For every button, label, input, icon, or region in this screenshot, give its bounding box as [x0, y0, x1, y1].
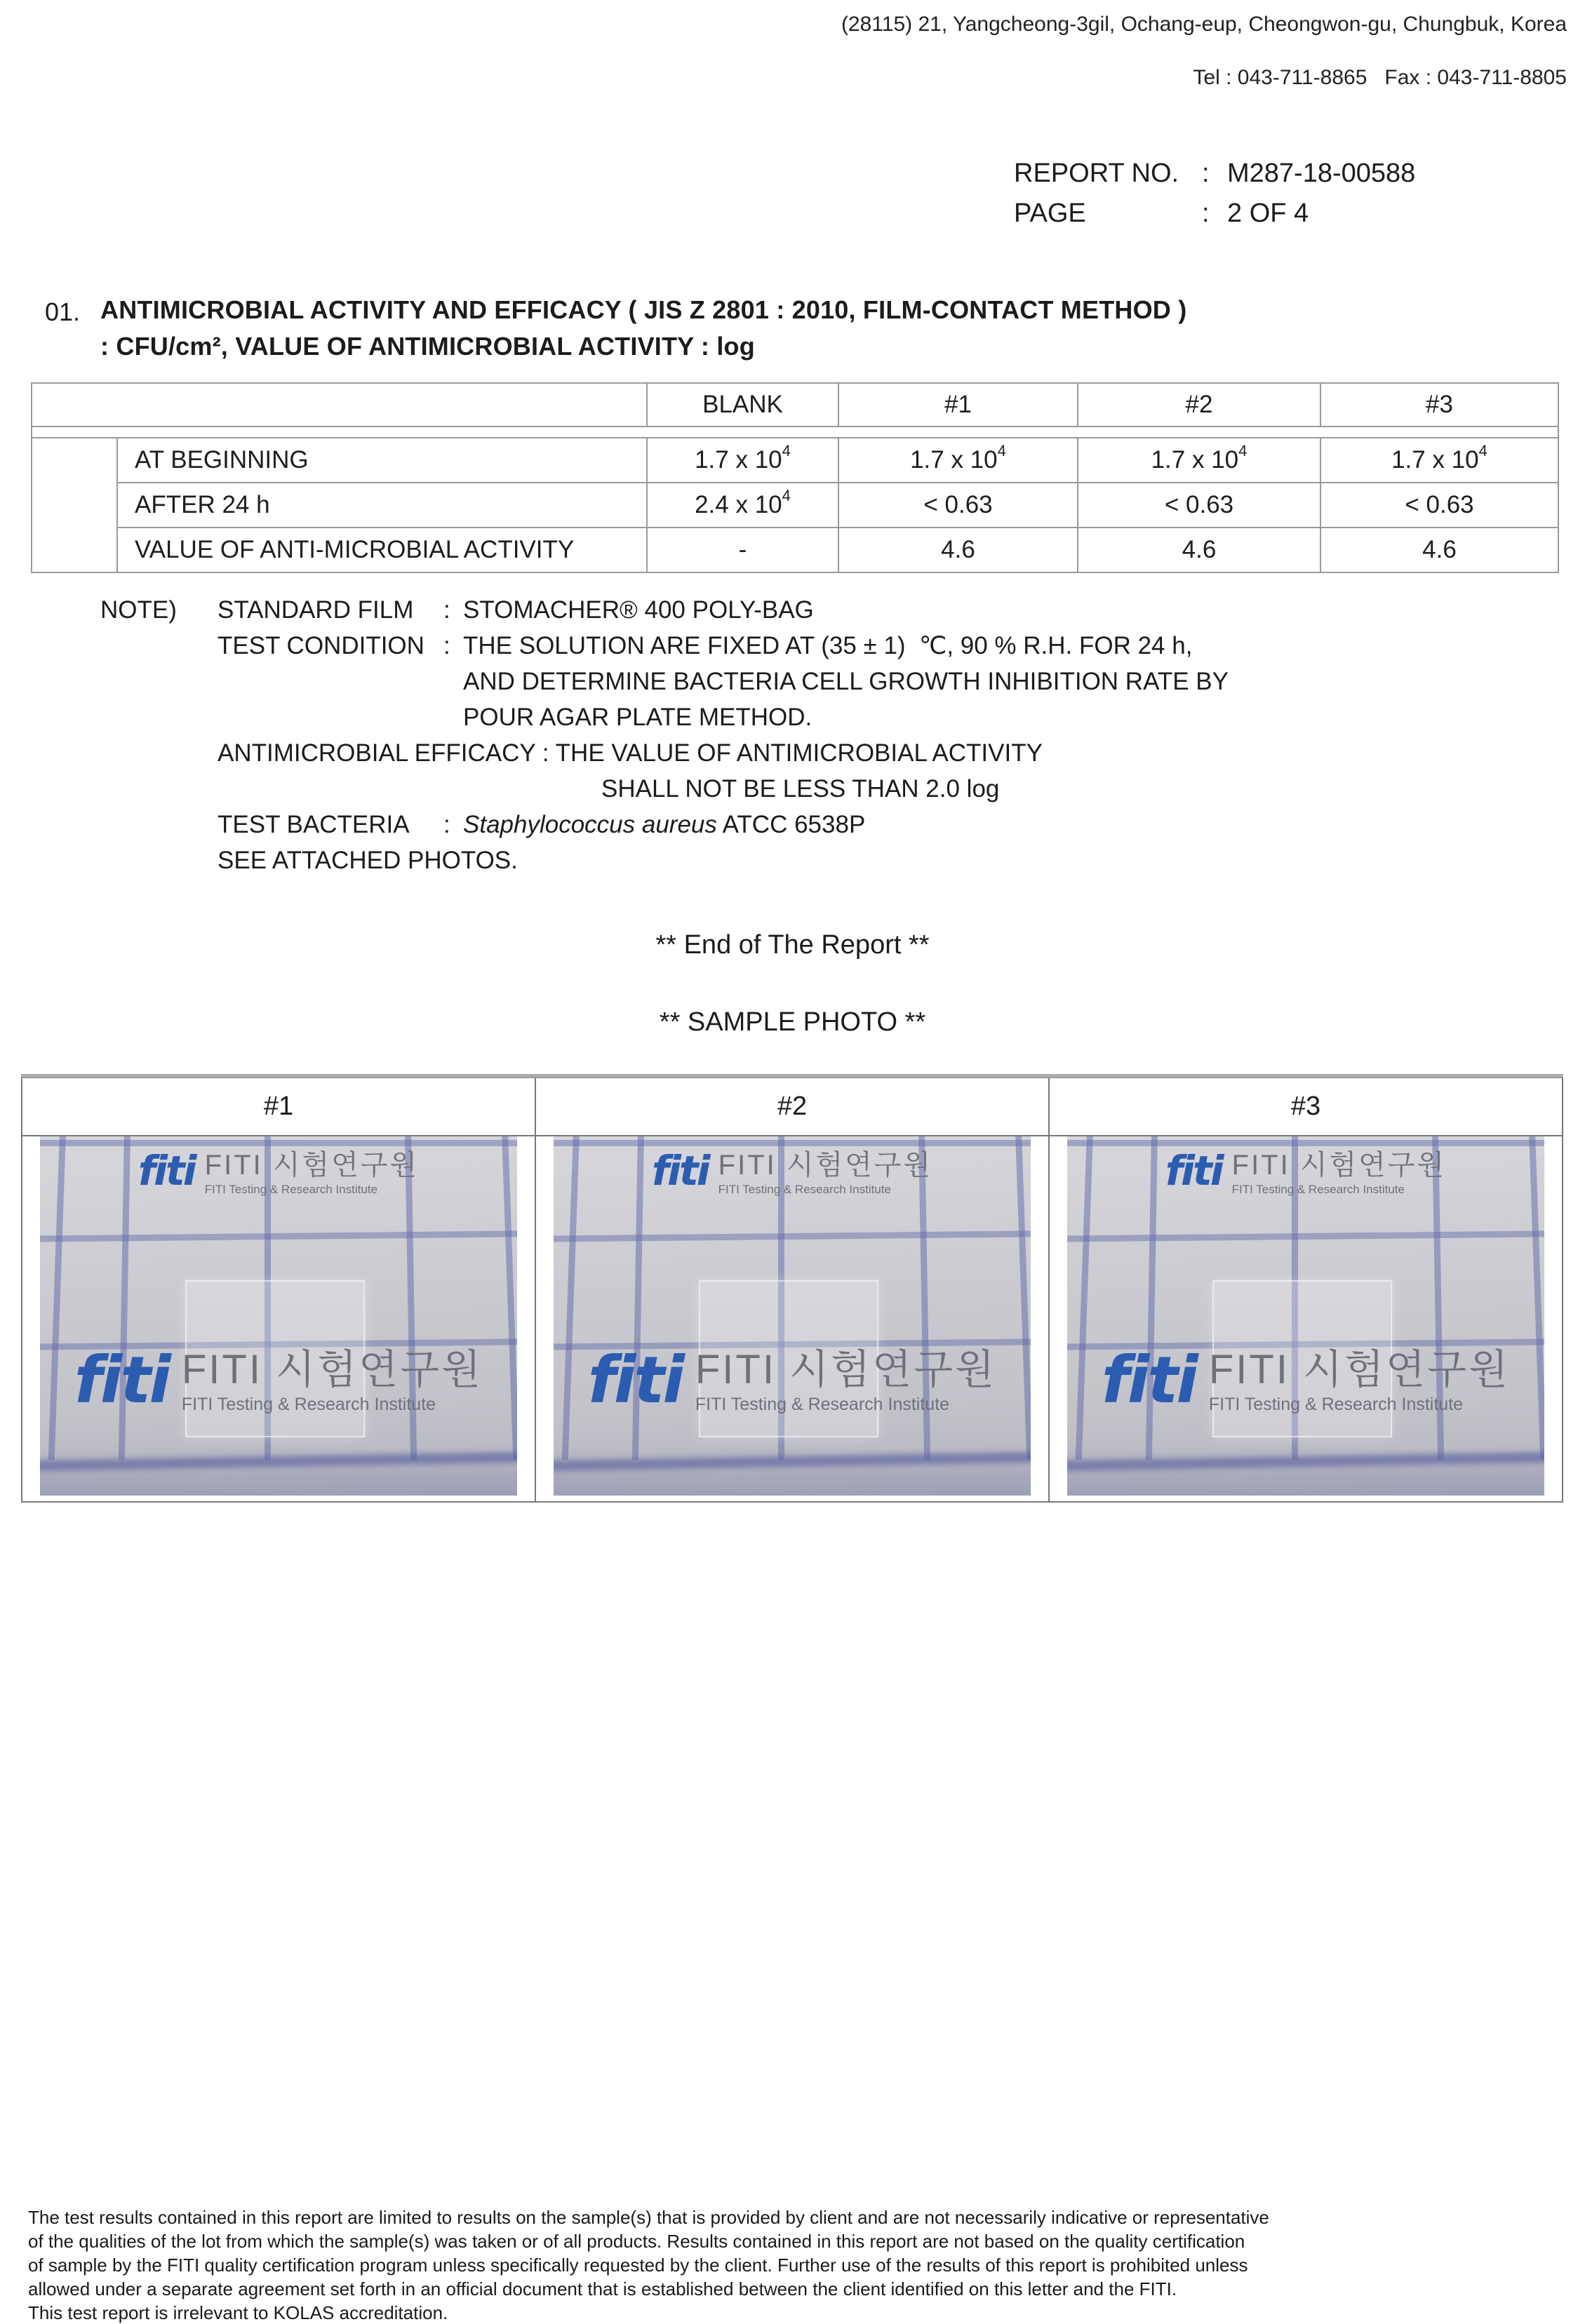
- photo-table-header: [21, 1077, 1563, 1136]
- note-test-condition: TEST CONDITION : THE SOLUTION ARE FIXED AT (35 ± 1) ℃, 90 % R.H. FOR 24 h,: [218, 632, 1193, 659]
- fiti-logo-top: [1165, 1147, 1447, 1196]
- report-no-colon: :: [1202, 159, 1210, 188]
- cell-after24-1: < 0.63: [838, 483, 1078, 528]
- footer-line: This test report is irrelevant to KOLAS accreditation.: [28, 2302, 448, 2323]
- row-label-antimicrobial-value: VALUE OF ANTI-MICROBIAL ACTIVITY: [117, 528, 647, 572]
- row-label-at-beginning: AT BEGINNING: [117, 438, 647, 483]
- note-test-condition-cont1: AND DETERMINE BACTERIA CELL GROWTH INHIBITION RATE BY: [463, 668, 1229, 695]
- photo-panel-2: [536, 1136, 1050, 1501]
- header-sample-3: #3: [1320, 383, 1558, 426]
- row-label-after-24h: AFTER 24 h: [117, 483, 647, 528]
- page-value: 2 OF 4: [1227, 199, 1309, 228]
- fiti-korean-name: FITI 시험연구원: [695, 1347, 997, 1393]
- sample-photo-marker: ** SAMPLE PHOTO **: [659, 1007, 926, 1037]
- cell-beginning-blank: 1.7 x $10^4$: [647, 438, 838, 483]
- table-row: [32, 528, 1558, 572]
- table-row: [32, 483, 1558, 528]
- note-efficacy-cont: SHALL NOT BE LESS THAN 2.0 log: [601, 775, 1000, 802]
- separator-cell: [32, 426, 1558, 438]
- report-info-block: [1014, 159, 1415, 239]
- grid-line: [1067, 1231, 1544, 1242]
- note-standard-film: STANDARD FILM : STOMACHER® 400 POLY-BAG: [218, 596, 814, 624]
- separator-row: [32, 426, 1558, 438]
- photo-header-2: #2: [536, 1078, 1050, 1135]
- grid-line: [1015, 1136, 1031, 1460]
- page-label: PAGE: [1014, 199, 1086, 228]
- fiti-english-name: FITI Testing & Research Institute: [204, 1182, 377, 1196]
- note-efficacy: ANTIMICROBIAL EFFICACY : THE VALUE OF ANTIMICROBIAL ACTIVITY: [218, 739, 1043, 767]
- fiti-korean-name: FITI 시험연구원: [204, 1150, 420, 1181]
- footer-line: of the qualities of the lot from which the sample(s) was taken or of all products. Results contained in this report are not based on the quality certification: [28, 2231, 1245, 2252]
- photo-header-1: #1: [22, 1078, 536, 1135]
- sample-photo-image-3: [1067, 1136, 1544, 1496]
- footer-line: The test results contained in this report are limited to results on the sample(s) that is provided by client and are not necessarily indicative or representative: [28, 2207, 1269, 2228]
- footer-line: of sample by the FITI quality certification program unless specifically requested by the client. Further use of the results of this report is prohibited unless: [28, 2255, 1248, 2276]
- grid-line: [1067, 1452, 1544, 1471]
- cell-after24-blank: 2.4 x $10^4$: [647, 483, 838, 528]
- fiti-english-name: FITI Testing & Research Institute: [718, 1182, 891, 1196]
- photo-panel-1: [22, 1136, 536, 1501]
- report-no-row: [1014, 159, 1415, 199]
- fiti-wordmark: fiti: [587, 1343, 683, 1418]
- footer-disclaimer: [28, 2205, 1269, 2324]
- fiti-korean-name: FITI 시험연구원: [181, 1347, 483, 1393]
- grid-line: [502, 1136, 517, 1460]
- cell-value-3: 4.6: [1320, 528, 1558, 572]
- note-test-condition-cont2: POUR AGAR PLATE METHOD.: [463, 704, 812, 731]
- header-empty-cell: [32, 383, 647, 426]
- grid-line: [554, 1140, 1031, 1146]
- report-no-label: REPORT NO.: [1014, 159, 1179, 188]
- grid-line: [1529, 1136, 1544, 1460]
- bacteria-species-italic: Staphylococcus aureus: [463, 811, 717, 838]
- header-sample-1: #1: [838, 383, 1078, 426]
- grid-line: [40, 1140, 517, 1146]
- fiti-korean-name: FITI 시험연구원: [718, 1150, 933, 1181]
- row-stub-cell: [32, 438, 117, 572]
- results-header-row: [32, 383, 1558, 426]
- fiti-english-name: FITI Testing & Research Institute: [181, 1394, 436, 1414]
- letterhead-tel-fax: Tel : 043-711-8865 Fax : 043-711-8805: [1193, 66, 1567, 89]
- photo-header-3: #3: [1290, 1092, 1321, 1121]
- cell-after24-2: < 0.63: [1078, 483, 1320, 528]
- cell-value-blank: -: [647, 528, 838, 572]
- header-blank: BLANK: [647, 383, 838, 426]
- fiti-english-name: FITI Testing & Research Institute: [1231, 1182, 1405, 1196]
- section-title-line2: : CFU/cm², VALUE OF ANTIMICROBIAL ACTIVITY : log: [100, 332, 755, 361]
- report-no-value: M287-18-00588: [1227, 159, 1416, 188]
- fiti-wordmark: fiti: [1101, 1343, 1196, 1418]
- fiti-logo-bottom: [587, 1343, 997, 1418]
- fiti-logo-bottom: [1101, 1343, 1511, 1418]
- photo-table-row: [21, 1136, 1563, 1503]
- sample-photo-image-2: [554, 1136, 1031, 1496]
- fiti-logo-top: [138, 1147, 420, 1196]
- cell-beginning-1: 1.7 x $10^4$: [838, 438, 1078, 483]
- note-test-bacteria: TEST BACTERIA : Staphylococcus aureus ATCC 6538P: [218, 811, 866, 838]
- grid-line: [40, 1231, 517, 1242]
- cell-value-1: 4.6: [838, 528, 1078, 572]
- end-of-report-marker: ** End of The Report **: [655, 930, 930, 960]
- fiti-korean-name: FITI 시험연구원: [1231, 1150, 1447, 1181]
- grid-line: [562, 1136, 580, 1460]
- cell-after24-3: < 0.63: [1320, 483, 1558, 528]
- grid-line: [1067, 1140, 1544, 1146]
- page-colon: :: [1202, 199, 1210, 228]
- sample-photo-image-1: [40, 1136, 517, 1496]
- section-title-line1: ANTIMICROBIAL ACTIVITY AND EFFICACY ( JIS Z 2801 : 2010, FILM-CONTACT METHOD ): [100, 295, 1187, 324]
- sample-photo-table: [21, 1074, 1563, 1503]
- grid-line: [1076, 1136, 1094, 1460]
- fiti-logo-bottom: [74, 1343, 483, 1418]
- fiti-wordmark: fiti: [138, 1147, 195, 1195]
- grid-line: [48, 1136, 67, 1460]
- fiti-logo-top: [651, 1147, 933, 1196]
- note-label: NOTE): [100, 596, 177, 624]
- photo-panel-3: [1050, 1136, 1562, 1501]
- note-see-photos: SEE ATTACHED PHOTOS.: [218, 847, 518, 874]
- grid-line: [554, 1231, 1031, 1242]
- fiti-korean-name: FITI 시험연구원: [1208, 1347, 1511, 1393]
- cell-beginning-3: 1.7 x $10^4$: [1320, 438, 1558, 483]
- grid-line: [554, 1452, 1031, 1471]
- fiti-english-name: FITI Testing & Research Institute: [695, 1394, 950, 1414]
- cell-value-2: 4.6: [1078, 528, 1320, 572]
- header-sample-2: #2: [1078, 383, 1320, 426]
- results-table: [31, 382, 1559, 573]
- page-row: [1014, 199, 1415, 239]
- fiti-wordmark: fiti: [1165, 1147, 1222, 1195]
- letterhead-address: (28115) 21, Yangcheong-3gil, Ochang-eup, Cheongwon-gu, Chungbuk, Korea: [841, 13, 1567, 36]
- fiti-wordmark: fiti: [74, 1343, 169, 1418]
- cell-beginning-2: 1.7 x $10^4$: [1078, 438, 1320, 483]
- note-body: [218, 596, 1229, 882]
- table-row: [32, 438, 1558, 483]
- fiti-english-name: FITI Testing & Research Institute: [1208, 1394, 1464, 1414]
- fiti-wordmark: fiti: [651, 1147, 709, 1195]
- section-number: 01.: [45, 297, 81, 326]
- footer-line: allowed under a separate agreement set forth in an official document that is established between the client identified on this letter and the FITI.: [28, 2278, 1177, 2299]
- grid-line: [40, 1452, 517, 1471]
